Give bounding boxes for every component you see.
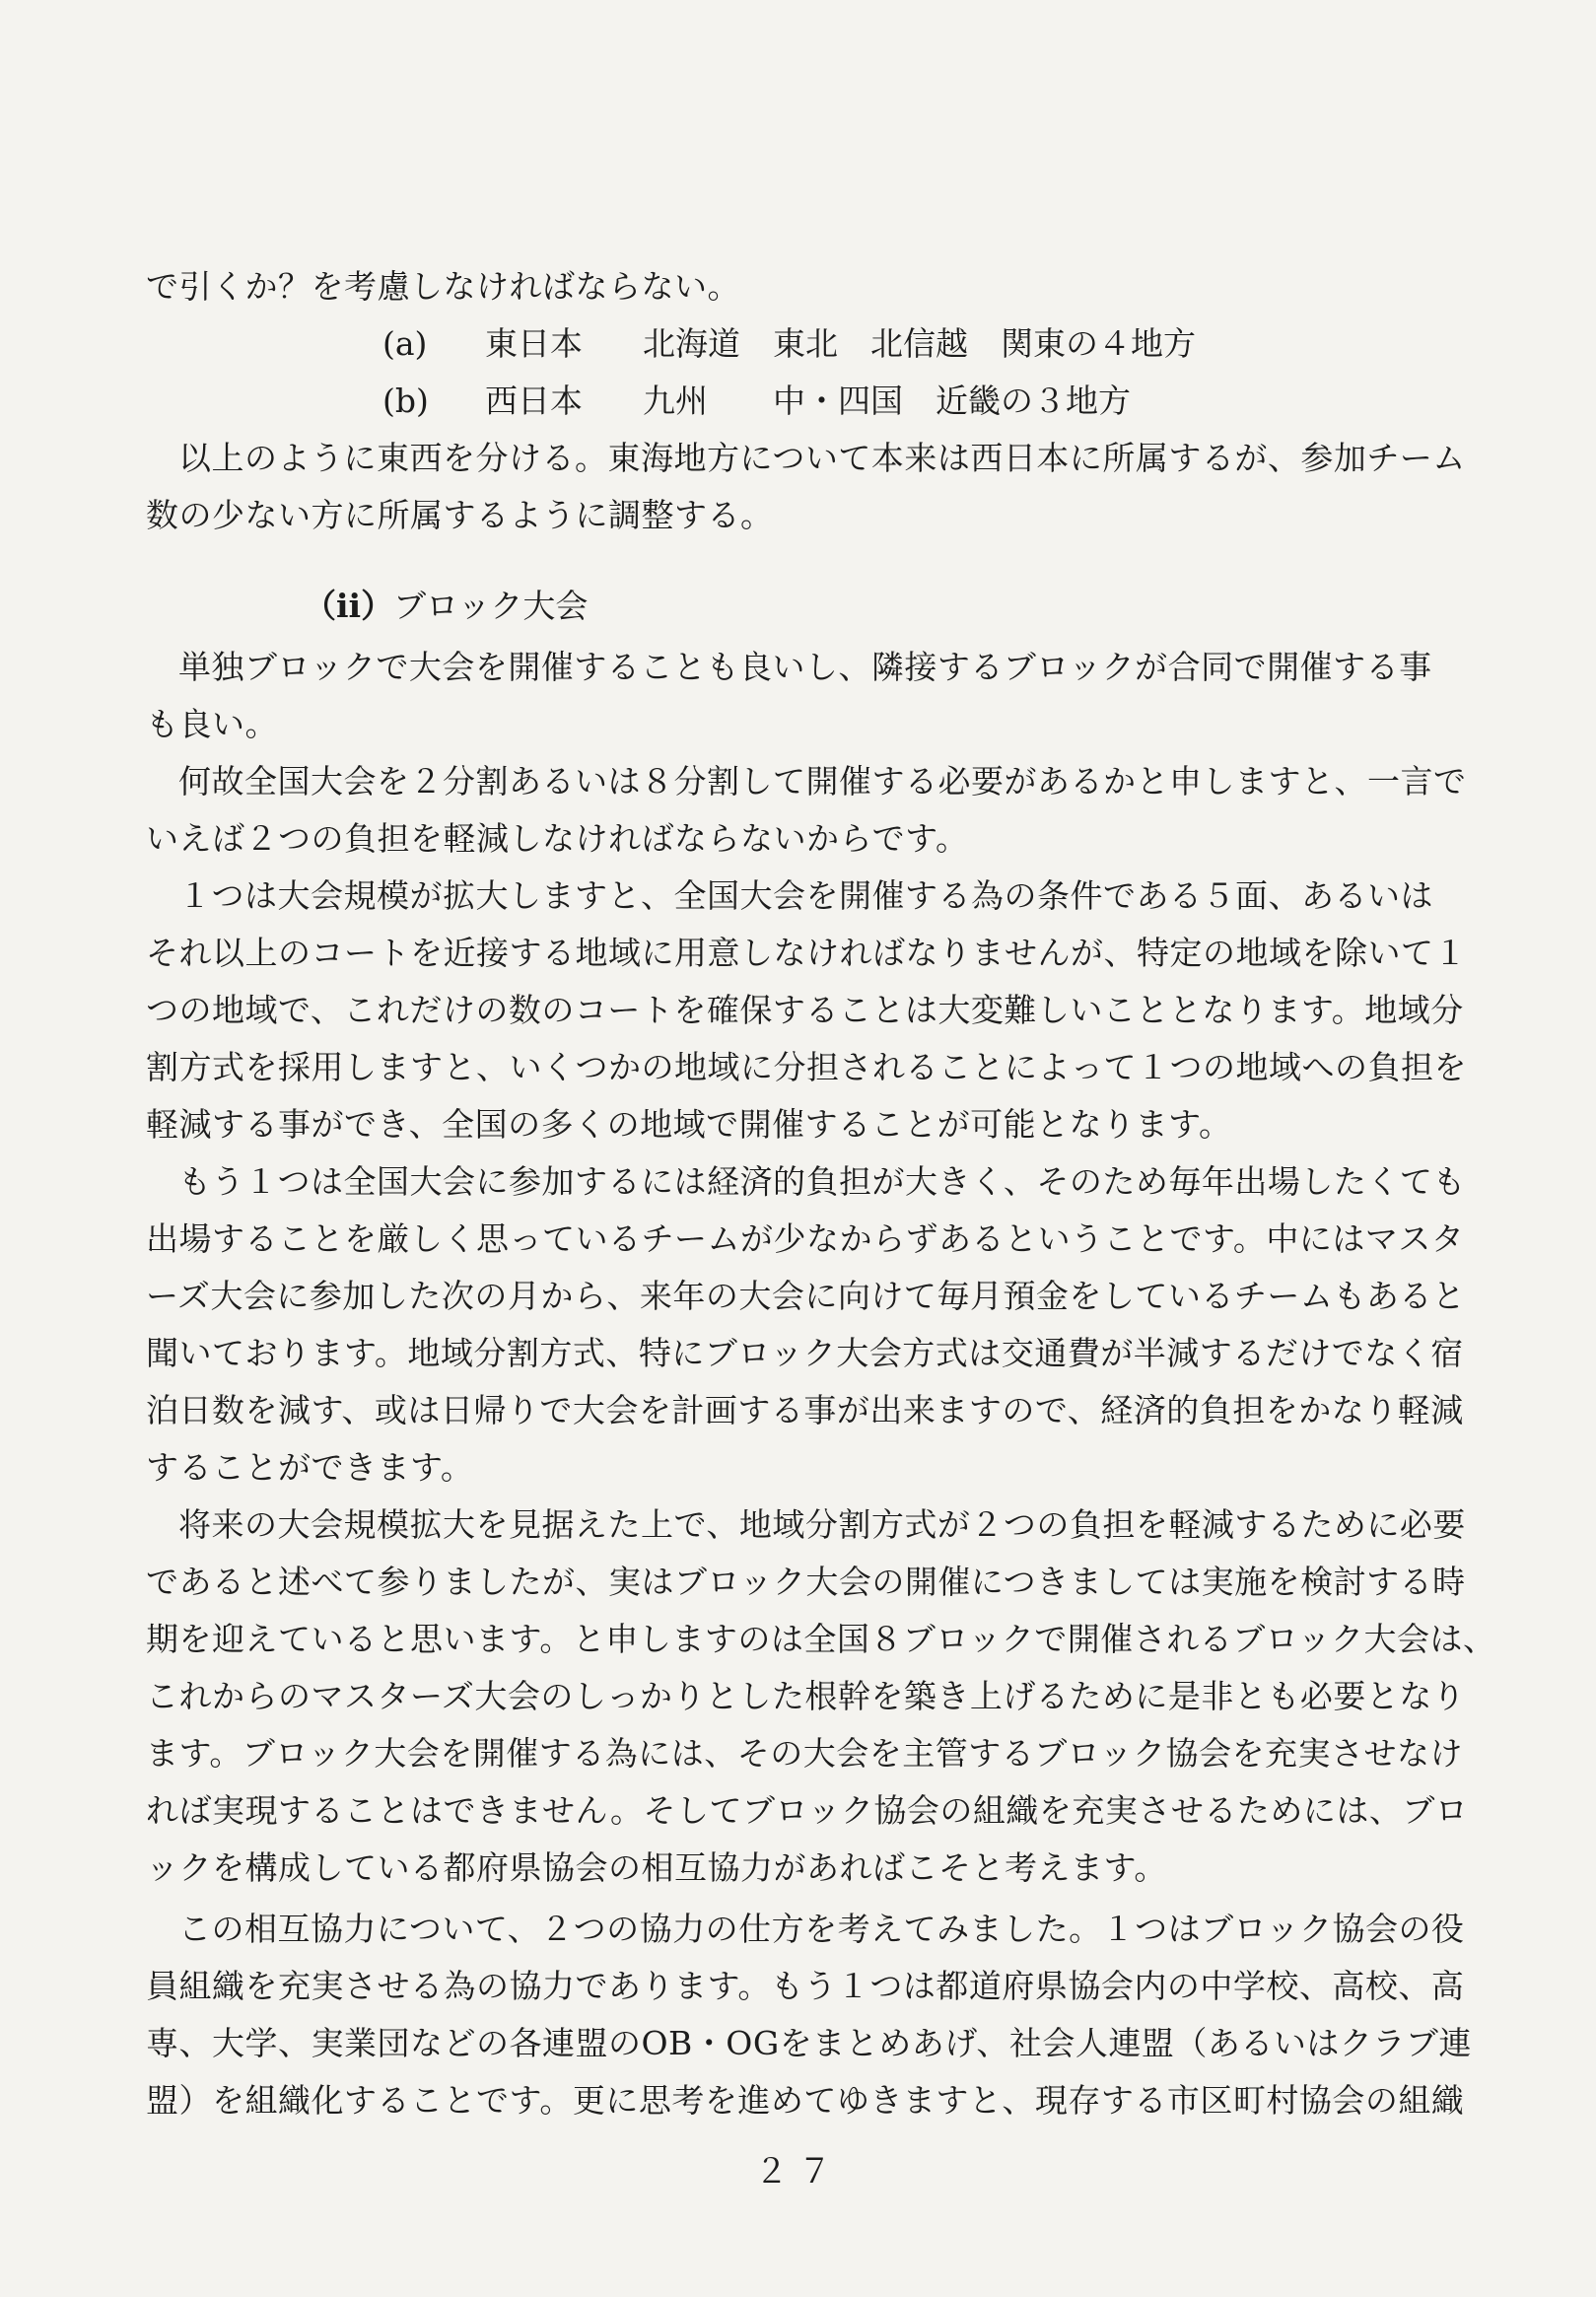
- paragraph-east-west: [146, 430, 1466, 544]
- text-line: つの地域で、これだけの数のコートを確保することは大変難しいこととなります。地域分: [146, 991, 1464, 1029]
- text-line: れば実現することはできません。そしてブロック協会の組織を充実させるためには、ブロ: [146, 1791, 1469, 1830]
- text-line: この相互協力について、２つの協力の仕方を考えてみました。１つはブロック協会の役: [178, 1910, 1465, 1948]
- text-line: 以上のように東西を分ける。東海地方について本来は西日本に所属するが、参加チーム: [178, 439, 1466, 477]
- section-title: ブロック大会: [393, 587, 589, 625]
- text-line: それ以上のコートを近接する地域に用意しなければなりませんが、特定の地域を除いて１: [146, 934, 1467, 972]
- list-item: [382, 315, 1420, 373]
- text-line: も良い。: [146, 705, 278, 743]
- paragraph-court-burden: [146, 868, 1467, 1153]
- text-line: 期を迎えていると思います。と申しますのは全国８ブロックで開催されるブロック大会は、: [146, 1620, 1496, 1658]
- text-line: 将来の大会規模拡大を見据えた上で、地域分割方式が２つの負担を軽減するために必要: [178, 1505, 1466, 1544]
- text-line: いえば２つの負担を軽減しなければならないからです。: [146, 819, 969, 858]
- text-line: これからのマスターズ大会のしっかりとした根幹を築き上げるために是非とも必要となり: [146, 1677, 1466, 1715]
- text-line: であると述べて参りましたが、実はブロック大会の開催につきましては実施を検討する時: [146, 1563, 1466, 1601]
- list-areas: 九州 中・四国 近畿の３地方: [643, 382, 1131, 420]
- text-line: ます。ブロック大会を開催する為には、その大会を主管するブロック協会を充実させなけ: [146, 1734, 1464, 1773]
- document-body: [146, 258, 1496, 2129]
- text-line: ーズ大会に参加した次の月から、来年の大会に向けて毎月預金をしているチームもあると: [146, 1277, 1466, 1315]
- text-line: 泊日数を減す、或は日帰りで大会を計画する事が出来ますので、経済的負担をかなり軽減: [146, 1391, 1464, 1429]
- text-line: することができます。: [146, 1448, 474, 1487]
- list-label: (b): [382, 382, 429, 420]
- paragraph-economic-burden: [146, 1153, 1466, 1497]
- list-areas: 北海道 東北 北信越 関東の４地方: [643, 324, 1196, 363]
- region-list: [146, 315, 1420, 430]
- text-line: 数の少ない方に所属するように調整する。: [146, 496, 774, 534]
- text-line: 単独ブロックで大会を開催することも良いし、隣接するブロックが合同で開催する事: [178, 648, 1432, 686]
- text-line: 員組織を充実させる為の協力であります。もう１つは都道府県協会内の中学校、高校、高: [146, 1967, 1465, 2005]
- text-line: 何故全国大会を２分割あるいは８分割して開催する必要があるかと申しますと、一言で: [178, 762, 1467, 800]
- paragraph-why-split: [146, 753, 1467, 868]
- text-line: 軽減する事ができ、全国の多くの地域で開催することが可能となります。: [146, 1105, 1232, 1144]
- paragraph-block-option: [146, 639, 1432, 753]
- section-heading: [146, 578, 1420, 635]
- list-region: 西日本: [485, 382, 583, 420]
- opening-line: で引くか？を考慮しなければならない。: [146, 267, 740, 306]
- text-line: １つは大会規模が拡大しますと、全国大会を開催する為の条件である５面、あるいは: [178, 876, 1433, 915]
- paragraph-block-tournament: [146, 1497, 1496, 1897]
- text-line: ックを構成している都府県協会の相互協力があればこそと考えます。: [146, 1848, 1167, 1887]
- list-label: (a): [382, 324, 428, 363]
- text-line: 聞いております。地域分割方式、特にブロック大会方式は交通費が半減するだけでなく宿: [146, 1334, 1464, 1372]
- text-line: 専、大学、実業団などの各連盟のOB・OGをまとめあげ、社会人連盟（あるいはクラブ連: [146, 2024, 1472, 2062]
- list-item: [382, 373, 1420, 430]
- text-line: 出場することを厳しく思っているチームが少なからずあるということです。中にはマスタ: [146, 1219, 1465, 1258]
- page-number: ２７: [754, 2152, 842, 2192]
- text-line: もう１つは全国大会に参加するには経済的負担が大きく、そのため毎年出場したくても: [178, 1162, 1466, 1201]
- text-line: 割方式を採用しますと、いくつかの地域に分担されることによって１つの地域への負担を: [146, 1048, 1467, 1086]
- section-number: （ⅱ）: [304, 587, 394, 625]
- text-line: 盟）を組織化することです。更に思考を進めてゆきますと、現存する市区町村協会の組織: [146, 2081, 1465, 2120]
- list-region: 東日本: [485, 324, 583, 363]
- paragraph-mutual-cooperation: [146, 1901, 1472, 2129]
